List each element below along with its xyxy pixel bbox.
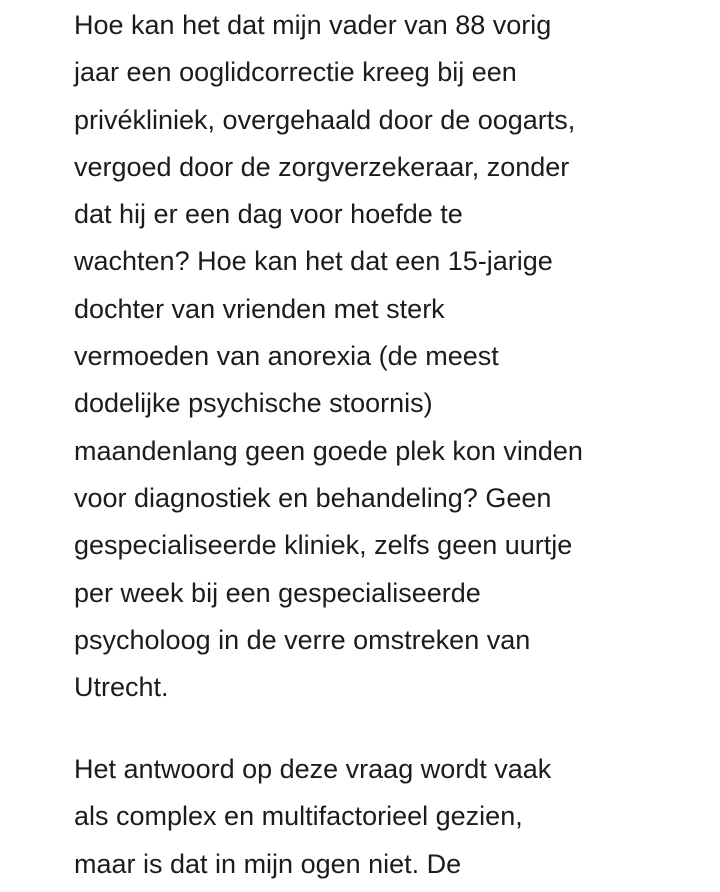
text-line: als complex en multifactorieel gezien,	[74, 801, 523, 832]
text-line: dodelijke psychische stoornis)	[74, 388, 433, 419]
text-line: Hoe kan het dat mijn vader van 88 vorig	[74, 10, 552, 40]
text-line: Utrecht.	[74, 672, 169, 703]
text-line: dochter van vrienden met sterk	[74, 293, 445, 324]
text-line: jaar een ooglidcorrectie kreeg bij een	[74, 57, 517, 88]
paragraph-1	[74, 2, 583, 711]
text-line: privékliniek, overgehaald door de oogarts,	[74, 104, 576, 135]
text-line: maandenlang geen goede plek kon vinden	[74, 435, 583, 466]
text-line: Het antwoord op deze vraag wordt vaak	[74, 754, 552, 784]
text-line: voor diagnostiek en behandeling? Geen	[74, 482, 552, 513]
text-line: per week bij een gespecialiseerde	[74, 577, 481, 608]
text-line: wachten? Hoe kan het dat een 15-jarige	[74, 246, 553, 277]
text-line: vergoed door de zorgverzekeraar, zonder	[74, 151, 570, 182]
text-line: gespecialiseerde kliniek, zelfs geen uurtje	[74, 530, 573, 561]
text-line: psycholoog in de verre omstreken van	[74, 624, 531, 655]
text-line: maar is dat in mijn ogen niet. De	[74, 848, 462, 879]
paragraph-2	[74, 746, 551, 888]
text-line: dat hij er een dag voor hoefde te	[74, 199, 463, 230]
text-line: vermoeden van anorexia (de meest	[74, 341, 499, 372]
